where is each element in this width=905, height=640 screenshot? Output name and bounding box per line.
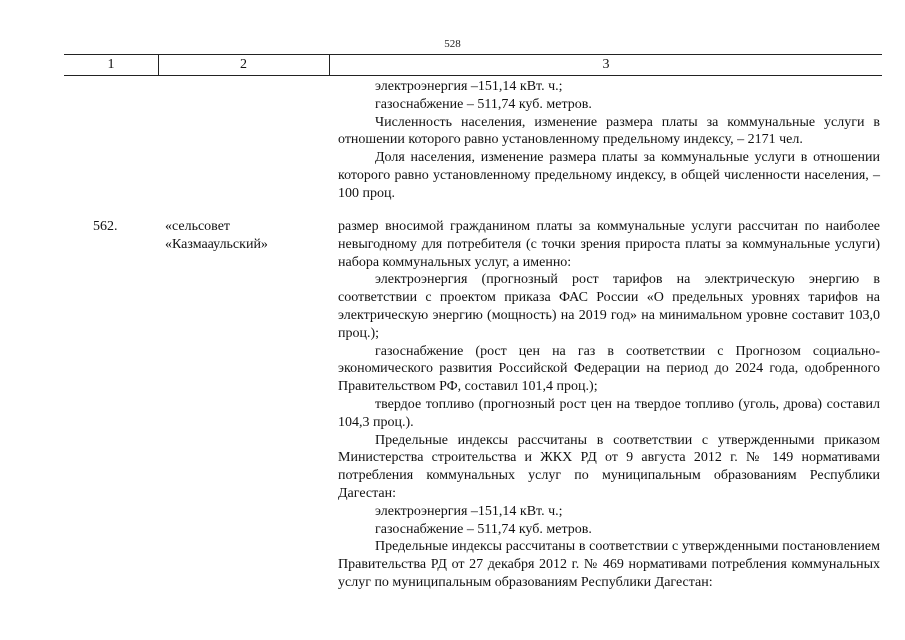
- municipality-name-line: «Казмааульский»: [165, 236, 268, 252]
- paragraph: Предельные индексы рассчитаны в соответствии с утвержденными постановлением Правительства РД от 27 декабря 2012 г. № 469 нормативами потребления коммунальных услуг по муниципальным образованиям Республики Дагестан:: [338, 539, 880, 590]
- paragraph: Предельные индексы рассчитаны в соответствии с утвержденными приказом Министерства строительства и ЖКХ РД от 9 августа 2012 г. № 149 нормативами потребления коммунальных услуг по муниципальным образованиям Республики Дагестан:: [338, 432, 880, 501]
- row-562-text: [338, 218, 880, 592]
- paragraph: газоснабжение (рост цен на газ в соответствии с Прогнозом социально-экономического развития Российской Федерации на период до 2024 года, одобренного Правительством РФ, составил 101,4 проц.);: [338, 343, 880, 395]
- paragraph: размер вносимой гражданином платы за коммунальные услуги рассчитан по наиболее невыгодному для потребителя (с точки зрения прироста платы за коммунальные услуги) набора коммунальных услуг, а именно:: [338, 219, 880, 270]
- paragraph: электроэнергия –151,14 кВт. ч.;: [375, 503, 563, 519]
- paragraph: электроэнергия (прогнозный рост тарифов на электрическую энергию в соответствии с проектом приказа ФАС России «О предельных уровнях тарифов на электрическую энергию (мощность) на 2019 год» на минимальном уровне составит 103,0 проц.);: [338, 272, 880, 341]
- paragraph: газоснабжение – 511,74 куб. метров.: [375, 521, 592, 537]
- header-col-3: 3: [602, 57, 610, 72]
- page-number: 528: [444, 38, 461, 50]
- row-number: 562.: [93, 219, 118, 234]
- previous-row-text: [338, 78, 880, 203]
- paragraph: электроэнергия –151,14 кВт. ч.;: [375, 79, 563, 94]
- table-header: [64, 54, 882, 76]
- header-col-2: 2: [240, 57, 247, 72]
- municipality-name: [165, 218, 268, 254]
- paragraph: газоснабжение – 511,74 куб. метров.: [375, 96, 592, 112]
- municipality-name-line: «сельсовет: [165, 219, 231, 234]
- paragraph: твердое топливо (прогнозный рост цен на твердое топливо (уголь, дрова) составил 104,3 проц.).: [338, 396, 880, 430]
- header-col-1: 1: [107, 57, 115, 72]
- paragraph: Доля населения, изменение размера платы за коммунальные услуги в отношении которого равно установленному предельному индексу, в общей численности населения, – 100 проц.: [338, 150, 880, 201]
- paragraph: Численность населения, изменение размера платы за коммунальные услуги в отношении которого равно установленному предельному индексу, – 2171 чел.: [338, 114, 880, 148]
